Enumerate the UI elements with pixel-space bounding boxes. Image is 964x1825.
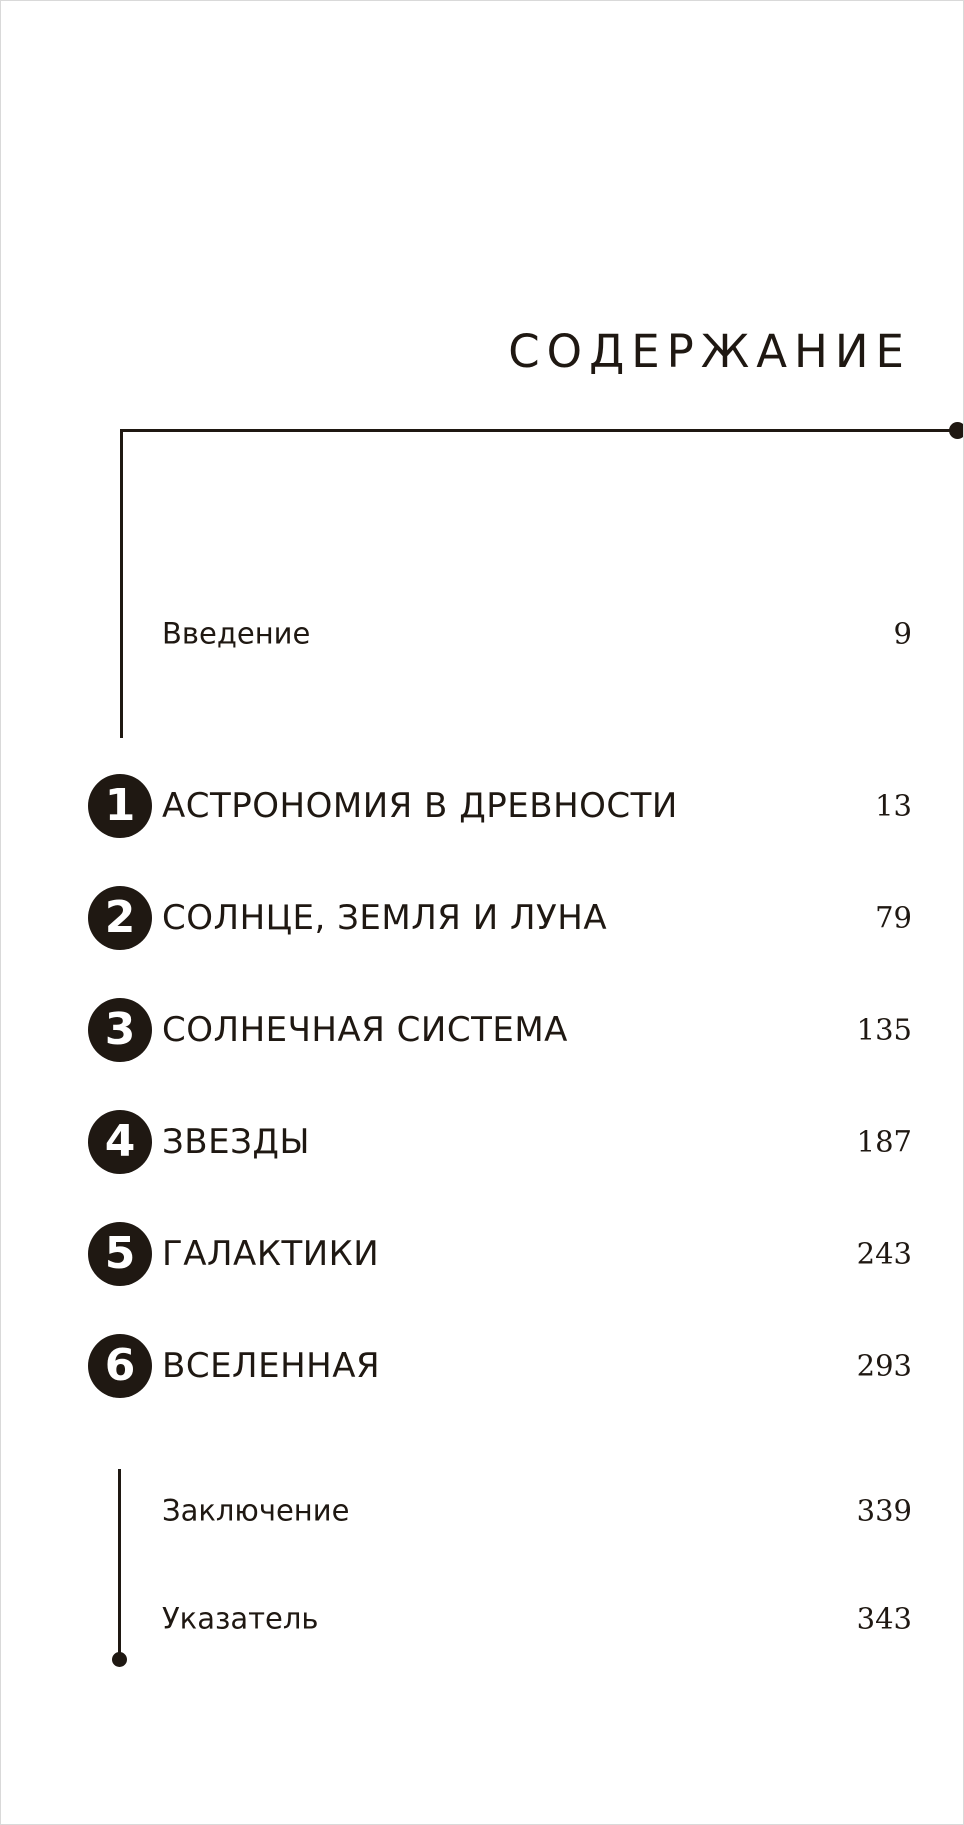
entry-label: СОЛНЦЕ, ЗЕМЛЯ И ЛУНА [162,898,608,938]
entry-label: АСТРОНОМИЯ В ДРЕВНОСТИ [162,786,678,826]
top-rule [120,429,957,432]
toc-entry-index[interactable] [1,1589,964,1649]
toc-title: СОДЕРЖАНИЕ [508,325,911,378]
rule-end-dot [949,422,964,439]
entry-label: Введение [162,616,311,651]
entry-page-number: 79 [875,900,912,935]
entry-page-number: 9 [893,616,912,651]
toc-entry-chapter-3[interactable] [1,1000,964,1060]
toc-entry-intro[interactable] [1,604,964,664]
entry-page-number: 339 [856,1493,912,1528]
toc-entry-chapter-4[interactable] [1,1112,964,1172]
chapter-number-badge: 4 [88,1110,152,1174]
toc-entry-chapter-2[interactable] [1,888,964,948]
chapter-number-badge: 6 [88,1334,152,1398]
entry-page-number: 293 [856,1348,912,1383]
entry-page-number: 343 [856,1601,912,1636]
chapter-number-badge: 2 [88,886,152,950]
rule-end-dot [112,1652,127,1667]
entry-label: Указатель [162,1601,319,1636]
entry-page-number: 187 [856,1124,912,1159]
entry-label: ГАЛАКТИКИ [162,1234,380,1274]
entry-page-number: 135 [856,1012,912,1047]
toc-entry-chapter-5[interactable] [1,1224,964,1284]
toc-entry-chapter-6[interactable] [1,1336,964,1396]
chapter-number-badge: 3 [88,998,152,1062]
chapter-number-badge: 5 [88,1222,152,1286]
entry-page-number: 243 [856,1236,912,1271]
top-vertical-rule [120,429,123,738]
entry-label: ЗВЕЗДЫ [162,1122,310,1162]
entry-label: СОЛНЕЧНАЯ СИСТЕМА [162,1010,568,1050]
toc-entry-conclusion[interactable] [1,1481,964,1541]
entry-label: ВСЕЛЕННАЯ [162,1346,381,1386]
entry-label: Заключение [162,1493,350,1528]
toc-entry-chapter-1[interactable] [1,776,964,836]
entry-page-number: 13 [875,788,912,823]
chapter-number-badge: 1 [88,774,152,838]
